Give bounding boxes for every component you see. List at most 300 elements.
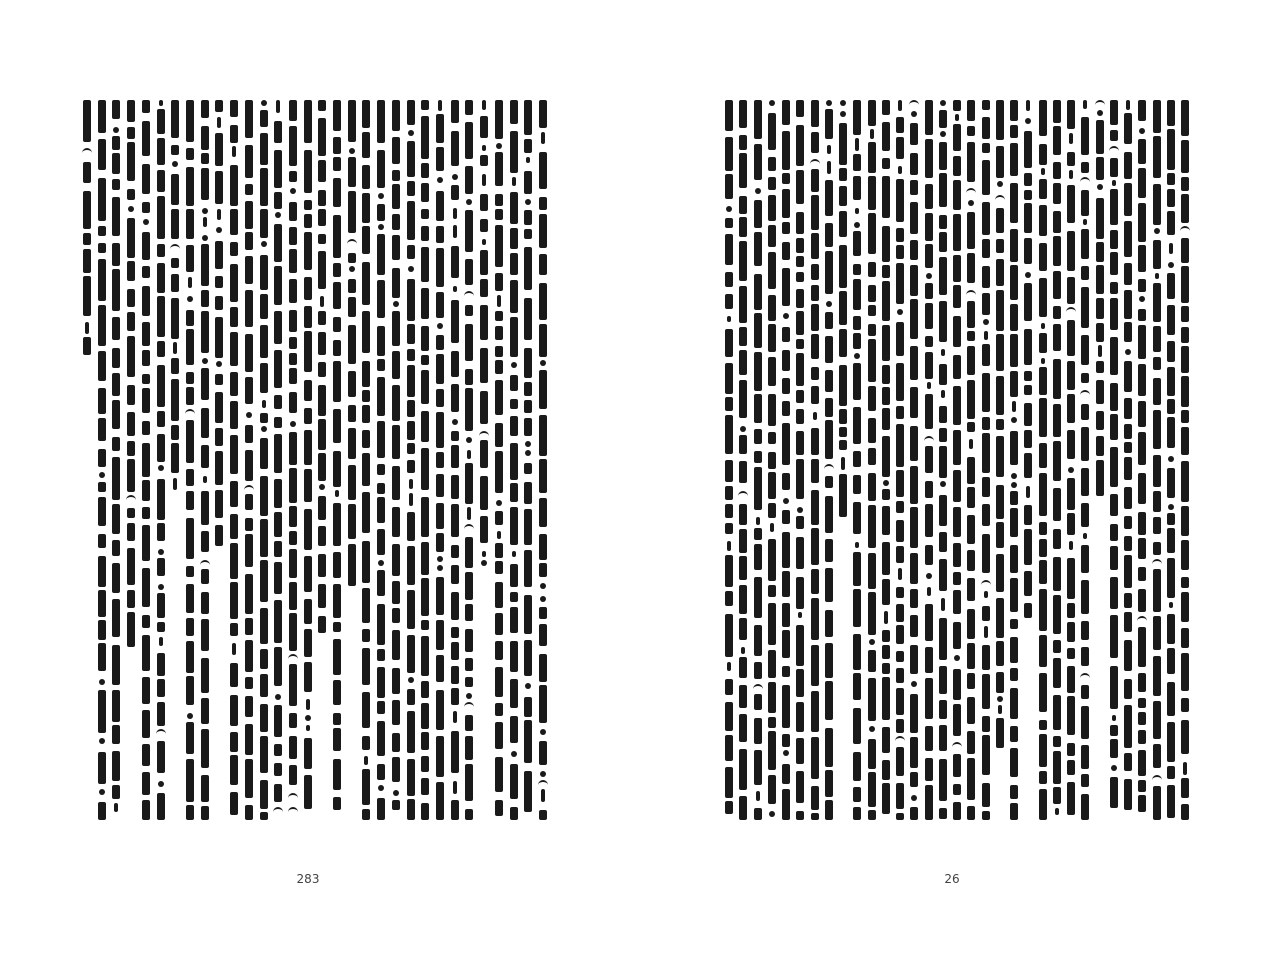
text-column [922,100,936,820]
script-glyph [1069,541,1073,550]
script-glyph [539,810,547,820]
script-glyph [392,466,400,500]
script-glyph [1010,637,1018,663]
script-glyph [524,400,532,413]
script-glyph [186,372,194,384]
script-glyph [288,654,298,662]
script-glyph [230,792,238,815]
text-column [271,100,285,820]
script-glyph [739,657,747,678]
script-glyph [274,763,282,776]
script-glyph [289,279,297,303]
script-glyph [289,582,297,610]
script-glyph [826,100,832,106]
script-glyph [1167,766,1175,779]
script-glyph [392,608,400,623]
script-glyph [377,150,385,188]
script-glyph [465,658,473,671]
script-glyph [782,532,790,568]
script-glyph [98,226,106,236]
script-glyph [289,337,297,349]
script-glyph [939,808,947,819]
script-glyph [215,490,223,518]
script-glyph [1081,468,1089,496]
script-glyph [939,725,947,751]
script-glyph [754,544,762,570]
script-glyph [377,649,385,661]
script-glyph [811,195,819,230]
script-glyph [966,290,976,298]
script-glyph [274,647,282,686]
script-glyph [1067,277,1075,304]
script-glyph [825,681,833,720]
script-glyph [738,491,748,499]
script-glyph [782,423,790,465]
script-glyph [156,729,166,737]
script-glyph [349,266,355,272]
script-glyph [1095,100,1105,108]
script-glyph [1067,361,1075,390]
script-glyph [318,453,326,481]
script-glyph [1068,467,1074,473]
script-glyph [170,244,180,252]
script-glyph [510,416,518,436]
script-glyph [216,227,222,233]
script-glyph [437,177,443,183]
script-glyph [451,666,459,684]
script-glyph [333,680,341,705]
script-glyph [1039,789,1047,820]
script-glyph [171,209,179,239]
script-glyph [466,437,472,443]
script-glyph [245,425,253,443]
script-glyph [825,643,833,678]
script-glyph [1069,133,1073,144]
script-glyph [1124,183,1132,216]
script-glyph [230,582,238,619]
script-glyph [768,539,776,581]
script-glyph [1110,524,1118,541]
script-glyph [436,782,444,820]
script-glyph [304,430,312,465]
script-glyph [112,725,120,744]
script-glyph [510,399,518,409]
script-glyph [1053,787,1061,804]
script-glyph [99,472,105,478]
script-glyph [967,380,975,419]
script-glyph [1124,516,1132,529]
script-glyph [966,188,976,196]
script-glyph [98,178,106,221]
script-glyph [811,786,819,810]
script-glyph [451,100,459,123]
script-glyph [451,185,459,200]
script-glyph [896,363,904,401]
script-glyph [142,202,150,213]
script-glyph [157,558,165,576]
script-glyph [740,426,746,432]
script-glyph [911,795,917,801]
script-glyph [304,331,312,372]
script-glyph [967,643,975,669]
script-glyph [142,232,150,260]
script-glyph [232,146,236,157]
script-glyph [512,551,516,557]
script-glyph [112,179,120,190]
script-glyph [1181,238,1189,263]
script-glyph [407,421,415,440]
text-column [124,100,138,647]
script-glyph [782,327,790,342]
script-glyph [540,771,546,777]
script-glyph [982,645,990,670]
script-glyph [495,582,503,608]
text-column [736,100,750,820]
script-glyph [940,100,946,106]
script-glyph [825,180,833,216]
script-glyph [142,421,150,435]
script-glyph [304,277,312,300]
script-glyph [882,663,890,674]
script-glyph [1024,190,1032,200]
script-glyph [495,561,503,574]
script-glyph [480,279,488,297]
script-glyph [1067,513,1075,535]
script-glyph [925,785,933,820]
script-glyph [1011,473,1017,479]
script-glyph [245,201,253,229]
script-glyph [884,611,888,624]
script-glyph [83,249,91,273]
script-glyph [421,326,429,351]
script-glyph [392,544,400,576]
script-glyph [142,480,150,501]
script-glyph [925,303,933,329]
script-glyph [953,669,961,700]
script-glyph [201,445,209,468]
script-glyph [882,630,890,642]
script-glyph [739,461,747,483]
script-glyph [1081,745,1089,769]
script-glyph [451,642,459,660]
script-glyph [377,497,385,523]
script-glyph [495,326,503,340]
text-column [1007,100,1021,820]
script-glyph [1124,679,1132,699]
script-glyph [926,273,932,279]
script-glyph [142,800,150,820]
script-glyph [538,780,548,788]
script-glyph [796,272,804,282]
script-glyph [113,127,119,133]
script-glyph [1153,455,1161,487]
script-glyph [853,502,861,534]
script-glyph [407,365,415,397]
script-glyph [1138,698,1146,708]
script-glyph [1010,229,1018,262]
script-glyph [230,695,238,726]
script-glyph [158,781,164,787]
script-glyph [230,372,238,396]
script-glyph [811,490,819,525]
text-column [865,100,879,820]
script-glyph [1180,226,1190,234]
script-glyph [868,473,876,501]
script-glyph [967,422,975,432]
script-glyph [1024,131,1032,168]
script-glyph [407,799,415,820]
script-glyph [127,189,135,200]
script-glyph [1024,453,1032,478]
script-glyph [1138,627,1146,667]
script-glyph [171,258,179,268]
script-glyph [304,556,312,592]
text-column [1021,100,1035,618]
script-glyph [260,608,268,644]
script-glyph [201,491,209,525]
script-glyph [868,650,876,672]
script-glyph [215,428,223,446]
script-glyph [348,544,356,586]
script-glyph [1081,373,1089,383]
text-column [521,100,535,820]
script-glyph [1169,602,1173,608]
script-glyph [495,380,503,415]
text-column [950,100,964,820]
script-glyph [142,710,150,738]
script-glyph [939,759,947,801]
script-glyph [982,433,990,473]
script-glyph [333,361,341,402]
script-glyph [333,622,341,632]
script-glyph [739,100,747,128]
script-glyph [333,759,341,790]
script-glyph [158,465,164,471]
script-glyph [319,484,325,490]
script-glyph [275,694,281,700]
script-glyph [1124,263,1132,285]
script-glyph [480,391,488,424]
script-glyph [1053,211,1061,233]
script-glyph [896,651,904,662]
script-glyph [377,234,385,275]
text-column [1150,100,1164,820]
script-glyph [230,242,238,256]
script-glyph [982,143,990,153]
script-glyph [1183,762,1187,775]
script-glyph [230,543,238,579]
script-glyph [245,494,253,510]
script-glyph [982,293,990,315]
script-glyph [725,702,733,731]
script-glyph [480,116,488,138]
script-glyph [524,100,532,135]
script-glyph [1053,658,1061,688]
script-glyph [1167,513,1175,525]
script-glyph [853,154,861,171]
script-glyph [725,504,733,518]
script-glyph [853,634,861,670]
script-glyph [1067,622,1075,642]
script-glyph [201,806,209,820]
script-glyph [939,364,947,385]
script-glyph [910,123,918,145]
script-glyph [451,475,459,499]
script-glyph [201,698,209,724]
script-glyph [157,109,165,134]
script-glyph [171,358,179,374]
script-glyph [910,694,918,733]
script-glyph [83,337,91,355]
script-glyph [1067,478,1075,510]
script-glyph [201,368,209,400]
script-glyph [465,736,473,760]
script-glyph [465,369,473,385]
script-glyph [497,531,501,539]
script-glyph [465,764,473,801]
script-glyph [1067,320,1075,356]
script-glyph [725,329,733,357]
script-glyph [407,635,415,673]
script-glyph [289,432,297,465]
script-glyph [725,614,733,657]
script-glyph [1010,748,1018,777]
script-glyph [1039,100,1047,136]
script-glyph [796,289,804,308]
script-glyph [868,262,876,277]
script-glyph [1110,230,1118,249]
script-glyph [853,264,861,275]
script-glyph [112,504,120,534]
script-glyph [1010,785,1018,799]
script-glyph [839,123,847,165]
script-glyph [1039,771,1047,784]
text-column [751,100,765,820]
script-glyph [260,780,268,809]
script-glyph [333,157,341,171]
script-glyph [318,419,326,450]
script-glyph [362,769,370,805]
script-glyph [1153,184,1161,225]
script-glyph [782,100,790,125]
script-glyph [925,244,933,268]
script-glyph [436,655,444,682]
script-glyph [939,428,947,442]
script-glyph [768,775,776,804]
text-column [95,100,109,820]
script-glyph [1039,589,1047,631]
script-glyph [260,736,268,773]
script-glyph [739,217,747,237]
script-glyph [436,474,444,497]
script-glyph [1110,546,1118,570]
script-glyph [868,448,876,465]
script-glyph [940,481,946,487]
script-glyph [982,266,990,288]
script-glyph [1167,189,1175,207]
script-glyph [1153,378,1161,405]
left-page-number: 283 [296,872,320,886]
right-page-number: 26 [944,872,960,886]
script-glyph [274,434,282,473]
script-glyph [1110,666,1118,709]
script-glyph [510,716,518,743]
script-glyph [466,693,472,699]
script-glyph [796,390,804,403]
script-glyph [524,463,532,474]
script-glyph [157,653,165,676]
script-glyph [318,385,326,416]
script-glyph [480,440,488,468]
script-glyph [868,739,876,769]
script-glyph [245,724,253,755]
script-glyph [955,114,959,121]
script-glyph [739,796,747,820]
script-glyph [98,620,106,640]
script-glyph [1111,765,1117,771]
script-glyph [967,142,975,182]
script-glyph [941,390,945,398]
script-glyph [895,736,905,744]
script-glyph [142,121,150,156]
script-glyph [510,483,518,502]
script-glyph [868,339,876,382]
script-glyph [539,415,547,456]
script-glyph [925,213,933,241]
script-glyph [898,166,902,174]
script-glyph [1010,100,1018,121]
script-glyph [1080,673,1090,681]
script-glyph [260,413,268,423]
script-glyph [304,738,312,769]
script-glyph [967,253,975,283]
script-glyph [510,764,518,799]
script-glyph [157,793,165,820]
script-glyph [539,624,547,646]
script-glyph [953,285,961,308]
script-glyph [304,509,312,550]
script-glyph [982,606,990,621]
text-column [722,100,736,820]
script-glyph [318,554,326,577]
script-glyph [495,311,503,321]
script-glyph [540,583,546,589]
script-glyph [825,312,833,329]
text-column [198,100,212,820]
script-glyph [186,584,194,613]
script-glyph [451,504,459,537]
script-glyph [1039,720,1047,730]
script-glyph [525,199,531,205]
script-glyph [1167,341,1175,362]
script-glyph [1053,162,1061,179]
script-glyph [495,722,503,749]
script-glyph [756,791,760,801]
script-glyph [318,311,326,325]
script-glyph [796,125,804,166]
script-glyph [982,160,990,195]
text-column [1078,100,1092,820]
script-glyph [1110,130,1118,141]
script-glyph [768,682,776,713]
script-glyph [1153,542,1161,555]
script-glyph [157,411,165,427]
script-glyph [525,683,531,689]
script-glyph [770,523,774,532]
script-glyph [910,507,918,548]
script-glyph [377,667,385,698]
script-glyph [782,571,790,597]
